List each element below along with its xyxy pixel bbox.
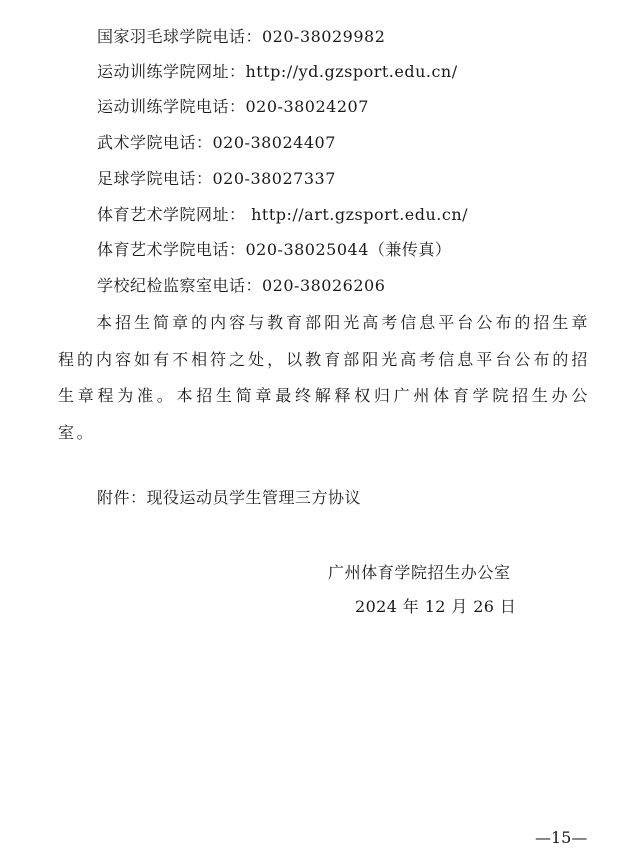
- contact-line-discipline-office-phone: 学校纪检监察室电话：020-38026206: [97, 276, 386, 295]
- page-number: —15—: [535, 828, 588, 847]
- signature-office: 广州体育学院招生办公室: [328, 563, 511, 582]
- contact-line-martial-arts-phone: 武术学院电话：020-38024407: [97, 133, 336, 152]
- contact-line-sports-training-website: 运动训练学院网址：http://yd.gzsport.edu.cn/: [97, 62, 458, 81]
- contact-line-sports-art-phone: 体育艺术学院电话：020-38025044（兼传真）: [97, 240, 452, 259]
- attachment-note: 附件：现役运动员学生管理三方协议: [97, 488, 362, 507]
- contact-line-badminton-phone: 国家羽毛球学院电话：020-38029982: [97, 27, 386, 46]
- contact-line-sports-training-phone: 运动训练学院电话：020-38024207: [97, 97, 369, 116]
- contact-line-sports-art-website: 体育艺术学院网址： http://art.gzsport.edu.cn/: [97, 205, 469, 224]
- contact-line-football-phone: 足球学院电话：020-38027337: [97, 169, 336, 188]
- signature-date: 2024 年 12 月 26 日: [355, 597, 517, 616]
- statement-paragraph: 本招生简章的内容与教育部阳光高考信息平台公布的招生章程的内容如有不相符之处，以教育部阳光高考信息平台公布的招生章程为准。本招生简章最终解释权归广州体育学院招生办公室。: [58, 313, 590, 443]
